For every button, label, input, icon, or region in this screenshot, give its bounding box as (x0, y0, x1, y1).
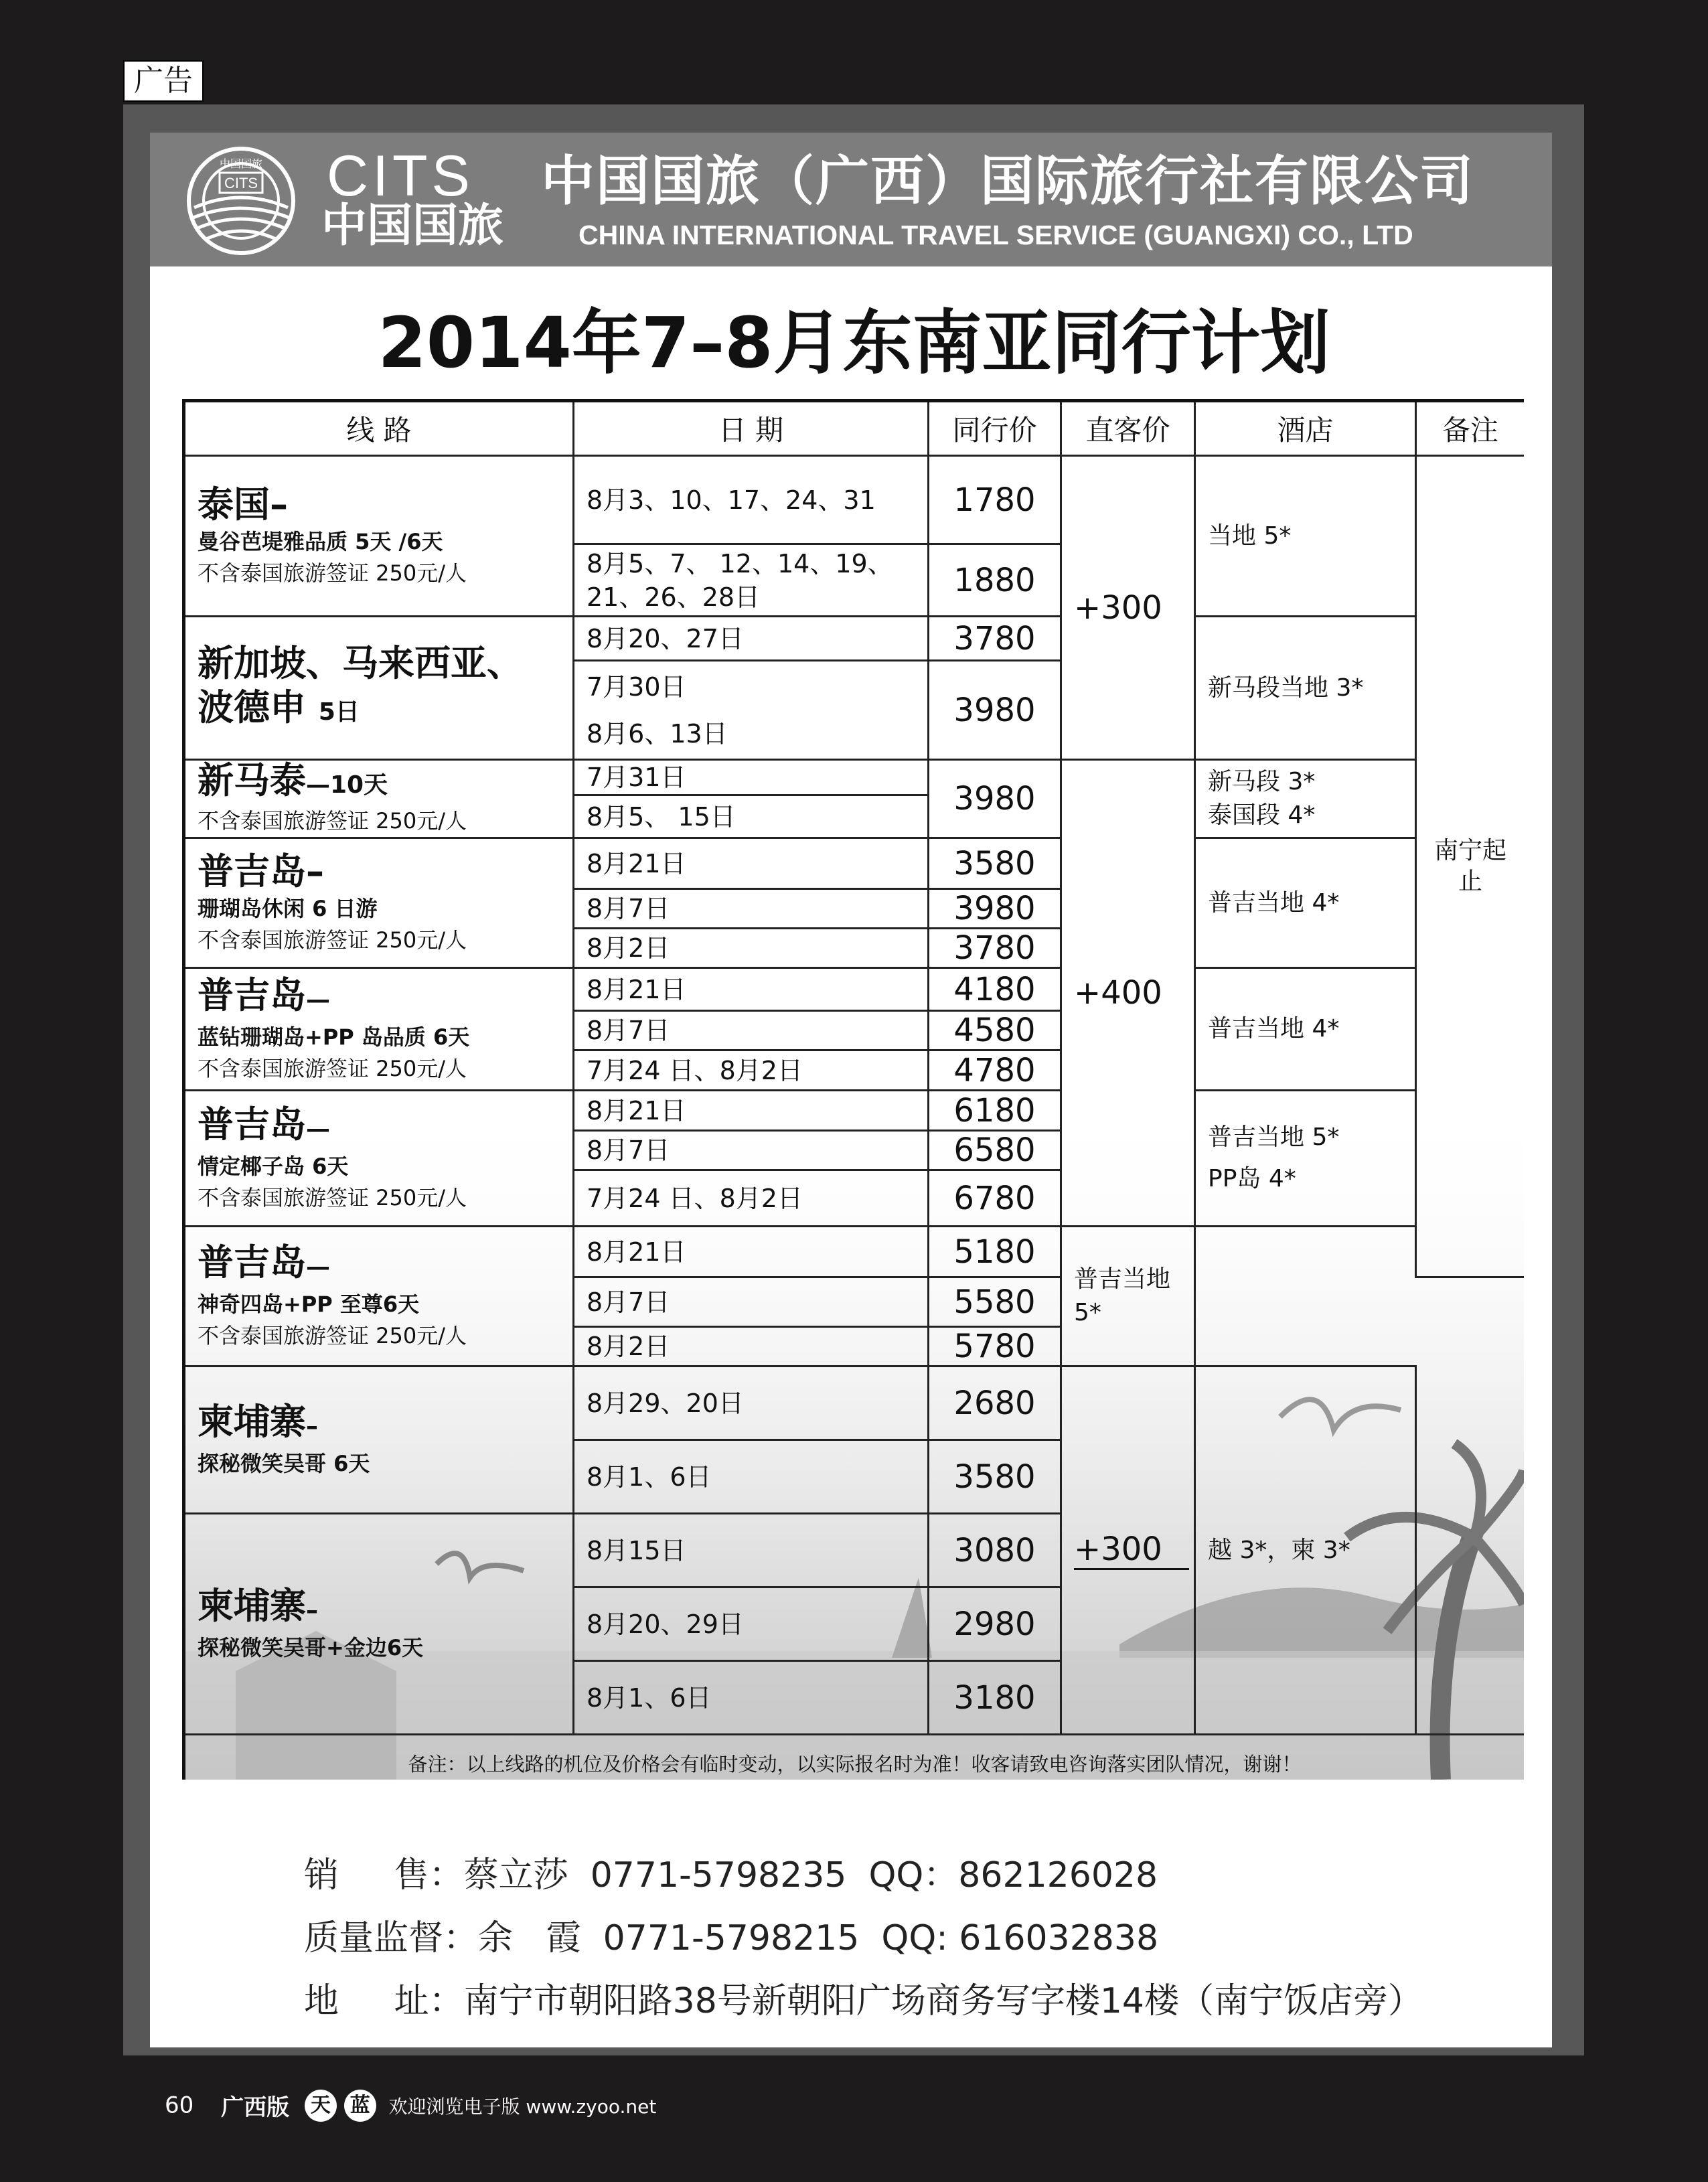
date-cell: 7月31日 (574, 760, 929, 795)
table-row (184, 617, 1525, 661)
price-cell: 3980 (929, 661, 1061, 760)
contact-sales: 销 售：蔡立莎 0771-5798235 QQ：862126028 (304, 1855, 1158, 1895)
route-phuket-4 (184, 1227, 574, 1367)
hotel-cell: 越 3*，柬 3* (1195, 1367, 1416, 1735)
date-cell: 8月21日 (574, 1227, 929, 1277)
route-visa-note: 不含泰国旅游签证 250元/人 (198, 807, 467, 834)
hotel-line: 泰国段 4* (1208, 801, 1316, 829)
price-cell: 4180 (929, 968, 1061, 1011)
footer-slogan: 欢迎浏览电子版 www.zyoo.net (388, 2095, 657, 2118)
price-cell: 6780 (929, 1170, 1061, 1227)
route-title-2: 波德申 (198, 686, 306, 728)
header-hotel: 酒店 (1195, 401, 1416, 456)
route-sg-my (184, 617, 574, 760)
route-subtitle: 情定椰子岛 6天 (198, 1153, 349, 1179)
page-footer (165, 2089, 656, 2122)
table-footnote: 备注：以上线路的机位及价格会有临时变动，以实际报名时为准！收客请致电咨询落实团队情况，谢谢！ (184, 1735, 1525, 1780)
svg-text:中国国旅: 中国国旅 (219, 157, 263, 170)
hotel-cell: 普吉当地 4* (1195, 838, 1416, 968)
date-cell: 8月5、 15日 (574, 795, 929, 838)
price-cell: 5780 (929, 1327, 1061, 1367)
date-cell: 8月1、6日 (574, 1440, 929, 1514)
route-title: 柬埔寨 (198, 1401, 306, 1443)
price-cell: 3780 (929, 617, 1061, 661)
tour-plan-table (182, 399, 1524, 1780)
header-direct-price: 直客价 (1061, 401, 1195, 456)
date-cell: 8月21日 (574, 838, 929, 889)
route-visa-note: 不含泰国旅游签证 250元/人 (198, 1184, 467, 1211)
date-cell: 8月21日 (574, 968, 929, 1011)
plan-table-area (182, 399, 1524, 1780)
route-title: 新加坡、马来西亚、 (198, 642, 523, 684)
route-title: 普吉岛 (198, 1241, 306, 1283)
table-footnote-row (184, 1735, 1525, 1780)
route-subtitle: 蓝钻珊瑚岛+PP 岛品质 6天 (198, 1024, 470, 1050)
table-row (184, 968, 1525, 1011)
header-note: 备注 (1416, 401, 1525, 456)
direct-price-value: +300 (1074, 1531, 1189, 1570)
cits-logo-cn: 中国国旅 (321, 200, 504, 252)
table-row (184, 1227, 1525, 1277)
route-cambodia-1 (184, 1367, 574, 1514)
date-cell: 8月2日 (574, 929, 929, 968)
price-cell: 3980 (929, 889, 1061, 929)
table-row (184, 760, 1525, 795)
hotel-cell (1195, 760, 1416, 838)
contact-quality: 质量监督：余 霞 0771-5798215 QQ: 616032838 (304, 1918, 1159, 1958)
route-days: —10天 (306, 771, 388, 799)
hotel-cell: 新马段当地 3* (1195, 617, 1416, 760)
price-cell: 3580 (929, 838, 1061, 889)
cits-globe-logo-icon (181, 143, 301, 257)
date-cell: 8月7日 (574, 1131, 929, 1170)
route-thailand (184, 456, 574, 617)
badge-tian: 天 (305, 2090, 337, 2122)
date-cell: 8月15日 (574, 1514, 929, 1587)
route-subtitle: 曼谷芭堤雅品质 5天 /6天 (198, 528, 443, 554)
hotel-cell (1195, 1091, 1416, 1227)
date-cell: 8月7日 (574, 889, 929, 929)
route-visa-note: 不含泰国旅游签证 250元/人 (198, 1322, 467, 1348)
route-visa-note: 不含泰国旅游签证 250元/人 (198, 927, 467, 953)
route-title: 普吉岛 (198, 1103, 306, 1146)
direct-price-cell (1061, 1367, 1195, 1735)
route-phuket-2 (184, 968, 574, 1091)
price-cell: 2680 (929, 1367, 1061, 1440)
table-row (184, 1091, 1525, 1131)
date-cell: 8月29、20日 (574, 1367, 929, 1440)
page-number: 60 (165, 2092, 194, 2119)
price-cell: 1780 (929, 456, 1061, 544)
header-route: 线 路 (184, 401, 574, 456)
route-title: 柬埔寨 (198, 1585, 306, 1627)
date-cell: 8月20、29日 (574, 1587, 929, 1661)
direct-price-cell: +400 (1061, 760, 1195, 1227)
header-trade-price: 同行价 (929, 401, 1061, 456)
price-cell: 3780 (929, 929, 1061, 968)
date-cell: 8月20、27日 (574, 617, 929, 661)
date-cell: 8月7日 (574, 1277, 929, 1327)
date-line: 7月30日 (587, 672, 686, 702)
route-dash: – (306, 1597, 318, 1624)
route-visa-note: 不含泰国旅游签证 250元/人 (198, 1055, 467, 1081)
price-cell: 3980 (929, 760, 1061, 838)
ad-tag: 广告 (123, 60, 204, 102)
route-dash: — (306, 986, 330, 1014)
note-cell: 南宁起止 (1416, 456, 1525, 1277)
price-cell: 5580 (929, 1277, 1061, 1327)
date-cell: 7月24 日、8月2日 (574, 1050, 929, 1091)
date-line: 8月6、13日 (587, 718, 728, 749)
table-row (184, 456, 1525, 544)
route-subtitle: 珊瑚岛休闲 6 日游 (198, 895, 378, 921)
route-days: 5日 (318, 698, 360, 726)
route-title: 普吉岛– (198, 850, 324, 892)
route-dash: – (306, 1413, 318, 1440)
company-name-en: CHINA INTERNATIONAL TRAVEL SERVICE (GUANGXI) CO., LTD (578, 220, 1413, 250)
price-cell: 4580 (929, 1011, 1061, 1050)
badge-lan: 蓝 (344, 2090, 376, 2122)
price-cell: 4780 (929, 1050, 1061, 1091)
date-cell: 8月7日 (574, 1011, 929, 1050)
date-cell: 8月3、10、17、24、31 (574, 456, 929, 544)
price-cell: 5180 (929, 1227, 1061, 1277)
table-row (184, 1367, 1525, 1440)
price-cell: 2980 (929, 1587, 1061, 1661)
table-row (184, 838, 1525, 889)
date-cell: 8月2日 (574, 1327, 929, 1367)
hotel-line: 普吉当地 5* (1208, 1123, 1340, 1151)
route-visa-note: 不含泰国旅游签证 250元/人 (198, 560, 467, 586)
header-date: 日 期 (574, 401, 929, 456)
date-cell (574, 661, 929, 760)
price-cell: 6180 (929, 1091, 1061, 1131)
hotel-cell: 普吉当地 5* (1061, 1227, 1195, 1367)
date-cell: 8月21日 (574, 1091, 929, 1131)
route-title: 泰国– (198, 483, 288, 526)
price-cell: 3580 (929, 1440, 1061, 1514)
date-cell: 8月1、6日 (574, 1661, 929, 1735)
direct-price-cell: +300 (1061, 456, 1195, 760)
price-cell: 3180 (929, 1661, 1061, 1735)
route-subtitle: 探秘微笑吴哥 6天 (198, 1451, 370, 1476)
price-cell: 1880 (929, 544, 1061, 617)
hotel-cell: 当地 5* (1195, 456, 1416, 617)
contact-address: 地 址：南宁市朝阳路38号新朝阳广场商务写字楼14楼（南宁饭店旁） (304, 1981, 1423, 2021)
hotel-line: 新马段 3* (1208, 768, 1316, 795)
route-phuket-1 (184, 838, 574, 968)
page-title: 2014年7–8月东南亚同行计划 (378, 302, 1330, 384)
route-title: 普吉岛 (198, 973, 306, 1016)
company-name-cn: 中国国旅（广西）国际旅行社有限公司 (541, 150, 1474, 212)
edition-label: 广西版 (221, 2094, 290, 2121)
svg-text:CITS: CITS (224, 175, 258, 191)
table-header-row (184, 401, 1525, 456)
route-dash: — (306, 1115, 330, 1143)
route-subtitle: 神奇四岛+PP 至尊6天 (198, 1291, 420, 1317)
route-cambodia-2 (184, 1514, 574, 1735)
date-cell: 8月5、7、 12、14、19、21、26、28日 (574, 544, 929, 617)
route-smt (184, 760, 574, 838)
route-phuket-3 (184, 1091, 574, 1227)
hotel-line: PP岛 4* (1208, 1165, 1296, 1192)
date-cell: 7月24 日、8月2日 (574, 1170, 929, 1227)
hotel-cell: 普吉当地 4* (1195, 968, 1416, 1091)
price-cell: 3080 (929, 1514, 1061, 1587)
route-title: 新马泰 (198, 759, 306, 801)
route-subtitle: 探秘微笑吴哥+金边6天 (198, 1635, 424, 1660)
cits-logo-text: CITS (327, 144, 474, 208)
price-cell: 6580 (929, 1131, 1061, 1170)
route-dash: — (306, 1253, 330, 1281)
